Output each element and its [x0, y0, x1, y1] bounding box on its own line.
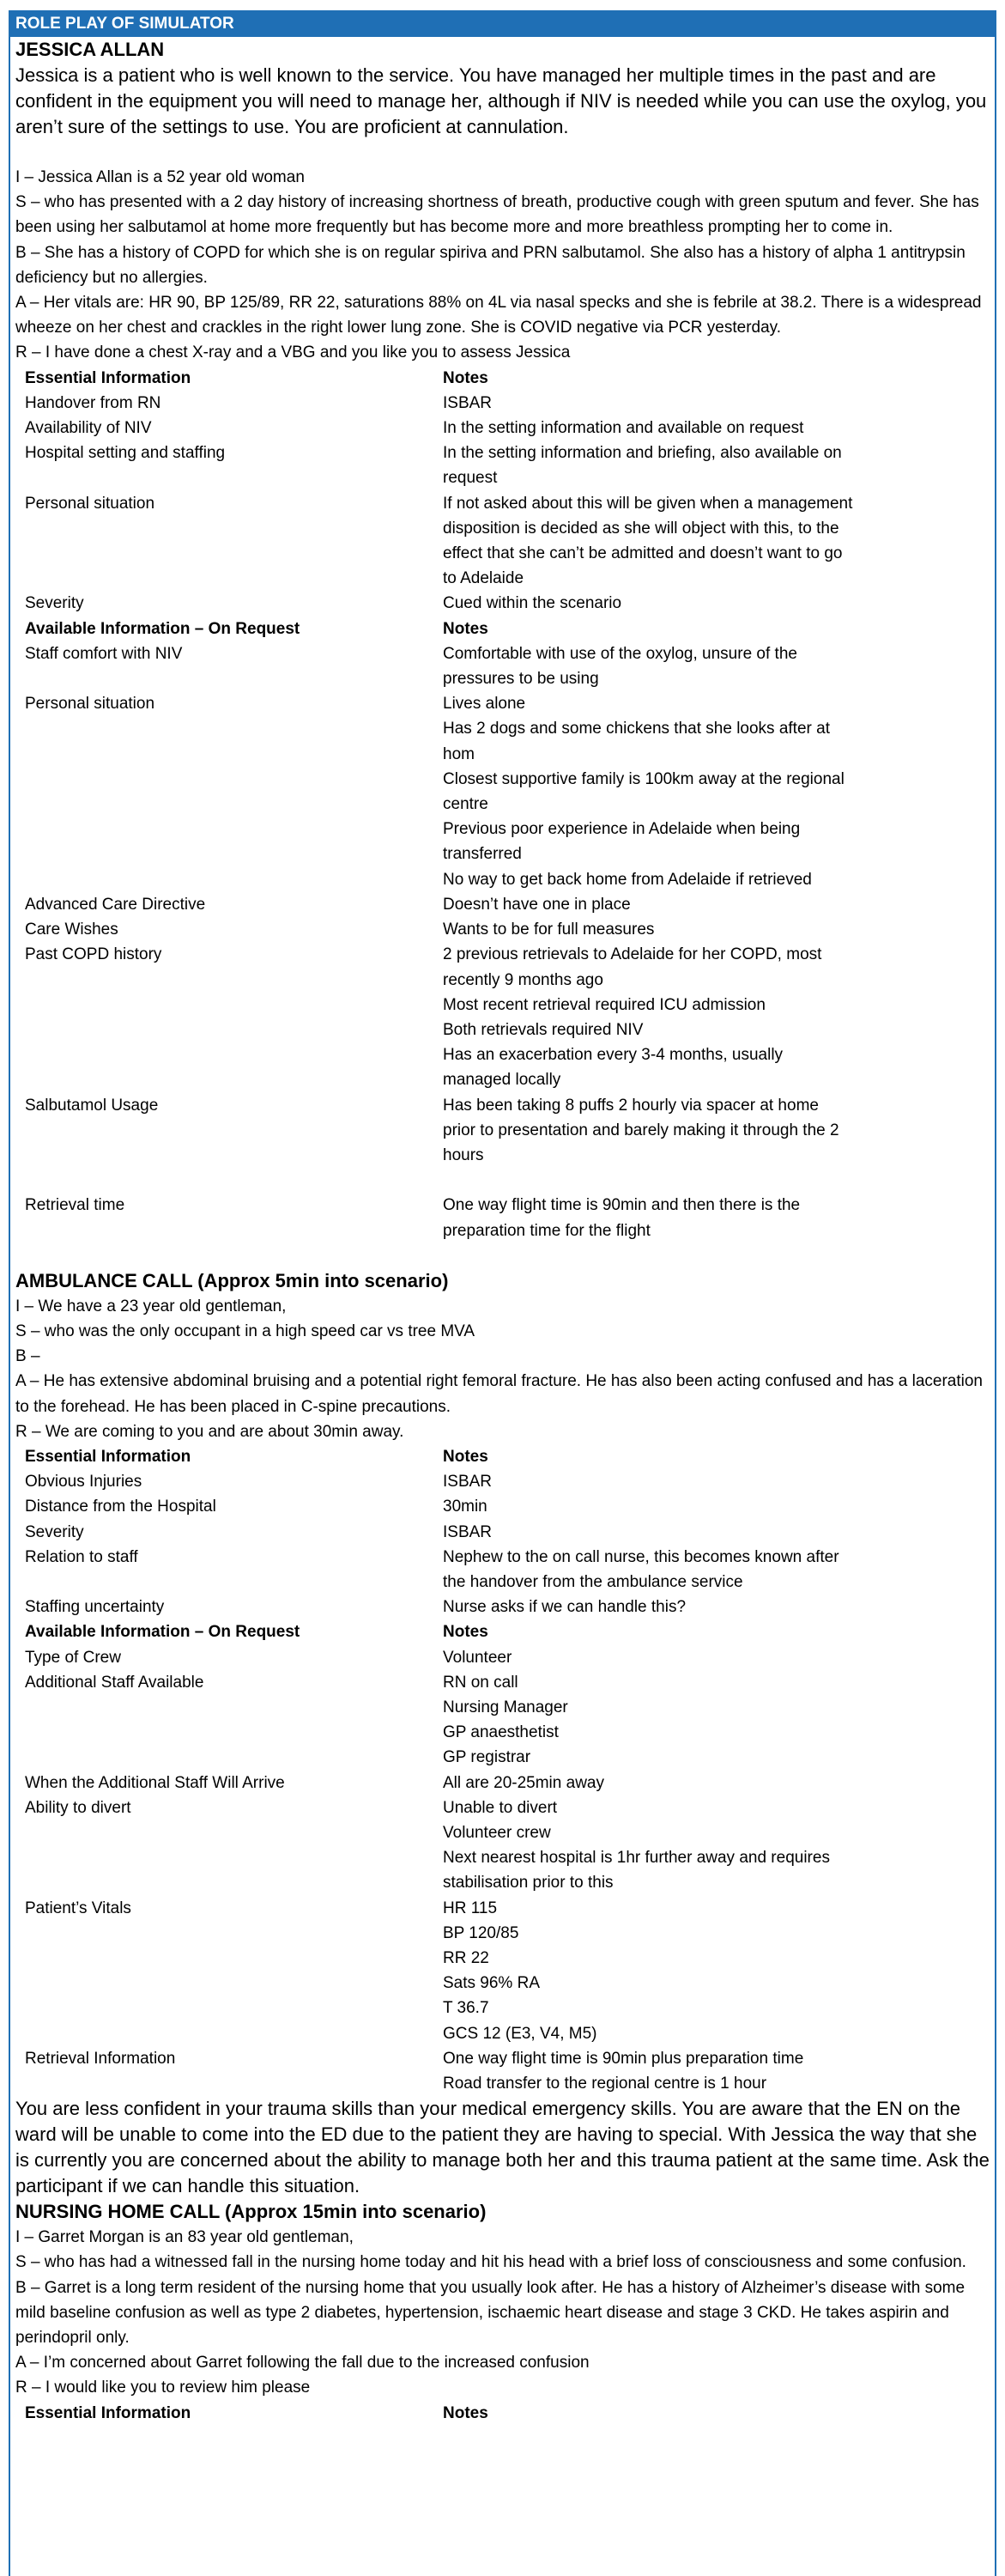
note-line: In the setting information and briefing, also available on request [443, 444, 842, 488]
table-row [25, 1896, 855, 2046]
notes-header [443, 617, 855, 641]
note-line: No way to get back home from Adelaide if retrieved [443, 870, 812, 889]
info-notes [443, 491, 855, 592]
note-line: ISBAR [443, 1522, 493, 1541]
note-line: RR 22 [443, 1949, 489, 1968]
note-line: Volunteer [443, 1648, 512, 1667]
info-label: Patient’s Vitals [25, 1899, 131, 1917]
note-line: GP registrar [443, 1748, 531, 1767]
note-line: Notes [443, 368, 488, 387]
table-row [25, 1193, 855, 1242]
note-line: Sats 96% RA [443, 1974, 540, 1993]
info-label: Retrieval time [25, 1196, 125, 1215]
note-line: 30min [443, 1498, 487, 1516]
notes-header [443, 1444, 855, 1469]
note-line: All are 20-25min away [443, 1773, 604, 1792]
note-line: Nephew to the on call nurse, this becomes known after the handover from the ambulance service [443, 1547, 839, 1591]
blank-line [15, 1243, 990, 1268]
info-label: Staffing uncertainty [25, 1598, 165, 1617]
notes-header [443, 2401, 855, 2426]
table-row [25, 1168, 855, 1193]
note-line: ISBAR [443, 1473, 493, 1492]
note-line: HR 115 [443, 1899, 498, 1917]
note-line: Closest supportive family is 100km away at the regional centre [443, 769, 845, 814]
note-line: Cued within the scenario [443, 594, 622, 613]
jessica-title: JESSICA ALLAN [15, 39, 165, 60]
isbar-line: S – who was the only occupant in a high speed car vs tree MVA [15, 1321, 475, 1340]
note-line: One way flight time is 90min plus preparation time [443, 2049, 804, 2068]
info-notes [443, 1469, 855, 1494]
info-notes [443, 1896, 855, 2046]
note-line: If not asked about this will be given when a management disposition is decided as she will object with this, to the effect that she can’t be admitted and doesn’t want to go to Adelaide [443, 494, 853, 588]
table-row [25, 892, 855, 917]
info-label: Handover from RN [25, 393, 161, 412]
note-line: ISBAR [443, 393, 493, 412]
info-label: Personal situation [25, 695, 155, 714]
info-label: Type of Crew [25, 1648, 121, 1667]
document-content [10, 37, 995, 2426]
table-header-row [25, 1444, 855, 1469]
note-line: Lives alone [443, 695, 526, 714]
table-row [25, 691, 855, 892]
note-line: Wants to be for full measures [443, 920, 655, 939]
table-row [25, 440, 855, 490]
info-label: Retrieval Information [25, 2049, 176, 2068]
info-label: When the Additional Staff Will Arrive [25, 1773, 285, 1792]
note-line: Road transfer to the regional centre is 1 hour [443, 2075, 767, 2093]
document-frame [9, 10, 996, 2576]
info-label: Advanced Care Directive [25, 895, 206, 914]
section-header-label: Essential Information [25, 2403, 191, 2422]
note-line: Notes [443, 1447, 488, 1466]
table-row [25, 591, 855, 616]
table-row [25, 1545, 855, 1595]
isbar-line: R – I would like you to review him please [15, 2379, 311, 2397]
table-row [25, 917, 855, 942]
table-row [25, 1645, 855, 1670]
info-label: Salbutamol Usage [25, 1096, 159, 1115]
note-line: Comfortable with use of the oxylog, unsure of the pressures to be using [443, 644, 797, 689]
isbar-line: I – Jessica Allan is a 52 year old woman [15, 168, 305, 186]
info-notes [443, 1520, 855, 1545]
jessica-info-table [25, 366, 855, 1243]
isbar-line: R – I have done a chest X-ray and a VBG and you like you to assess Jessica [15, 343, 571, 362]
info-notes [443, 1670, 855, 1771]
info-label: Additional Staff Available [25, 1673, 204, 1692]
note-line: GP anaesthetist [443, 1723, 559, 1742]
note-line: Most recent retrieval required ICU admission [443, 995, 766, 1014]
info-label: Past COPD history [25, 945, 162, 964]
table-row [25, 1494, 855, 1519]
isbar-line: R – We are coming to you and are about 30min away. [15, 1422, 404, 1441]
info-notes [443, 1795, 855, 1896]
table-row [25, 2046, 855, 2096]
blank-line [15, 140, 990, 165]
jessica-intro: Jessica is a patient who is well known to the service. You have managed her multiple times in the past and are confident in the equipment you will need to manage her, although if NIV is needed while you can use the oxylog, you aren’t sure of the settings to use. You are proficient at cannulation. [15, 64, 987, 137]
table-row [25, 1469, 855, 1494]
info-label: Staff comfort with NIV [25, 644, 183, 663]
nursing-home-info-table [25, 2401, 855, 2426]
info-label: Care Wishes [25, 920, 118, 939]
note-line: Next nearest hospital is 1hr further away and requires stabilisation prior to this [443, 1849, 830, 1893]
ambulance-info-table [25, 1444, 855, 2096]
section-header-label: Available Information – On Request [25, 619, 300, 638]
note-line: Both retrievals required NIV [443, 1020, 644, 1039]
info-label: Severity [25, 594, 84, 613]
note-line: Has an exacerbation every 3-4 months, usually managed locally [443, 1046, 784, 1090]
info-notes [443, 1494, 855, 1519]
isbar-line: I – Garret Morgan is an 83 year old gentleman, [15, 2228, 354, 2247]
note-line: Notes [443, 619, 488, 638]
section-header-label: Essential Information [25, 368, 191, 387]
info-notes [443, 1771, 855, 1795]
info-notes [443, 1645, 855, 1670]
table-row [25, 416, 855, 440]
ambulance-title: AMBULANCE CALL (Approx 5min into scenario) [15, 1269, 449, 1291]
table-header-row [25, 617, 855, 641]
table-row [25, 641, 855, 691]
table-row [25, 491, 855, 592]
info-notes [443, 917, 855, 942]
info-notes [443, 691, 855, 892]
info-notes [443, 1545, 855, 1595]
nursing-home-title: NURSING HOME CALL (Approx 15min into scenario) [15, 2201, 487, 2223]
isbar-line: S – who has presented with a 2 day history of increasing shortness of breath, productive cough with green sputum and fever. She has been using her salbutamol at home more frequently but has become more and more breathless prompting her to come in. [15, 193, 979, 237]
isbar-line: A – He has extensive abdominal bruising and a potential right femoral fracture. He has also been acting confused and has a laceration to the forehead. He has been placed in C-spine precautions. [15, 1372, 983, 1416]
isbar-line: A – I’m concerned about Garret following the fall due to the increased confusion [15, 2354, 590, 2372]
info-notes [443, 440, 855, 490]
info-label: Relation to staff [25, 1547, 138, 1566]
info-notes [443, 391, 855, 416]
note-line: Nursing Manager [443, 1698, 568, 1716]
info-label: Obvious Injuries [25, 1473, 142, 1492]
isbar-line: B – She has a history of COPD for which she is on regular spiriva and PRN salbutamol. She also has a history of alpha 1 antitrypsin deficiency but no allergies. [15, 243, 966, 287]
info-label [25, 1168, 443, 1193]
note-line: In the setting information and available on request [443, 419, 804, 438]
note-line: T 36.7 [443, 1999, 489, 2018]
info-notes [443, 591, 855, 616]
info-label: Personal situation [25, 494, 155, 513]
note-line: RN on call [443, 1673, 518, 1692]
note-line: Doesn’t have one in place [443, 895, 631, 914]
note-line: GCS 12 (E3, V4, M5) [443, 2024, 597, 2043]
info-notes [443, 1595, 855, 1619]
jessica-isbar [15, 165, 990, 366]
info-label: Distance from the Hospital [25, 1498, 216, 1516]
info-label: Severity [25, 1522, 84, 1541]
isbar-line: S – who has had a witnessed fall in the nursing home today and hit his head with a brief loss of consciousness and some confusion. [15, 2253, 966, 2272]
note-line: 2 previous retrievals to Adelaide for her COPD, most recently 9 months ago [443, 945, 822, 989]
notes-header [443, 1619, 855, 1644]
note-line: Has 2 dogs and some chickens that she looks after at hom [443, 720, 830, 763]
info-notes [443, 1093, 855, 1169]
table-row [25, 942, 855, 1092]
isbar-line: I – We have a 23 year old gentleman, [15, 1297, 287, 1315]
ambulance-isbar [15, 1294, 990, 1444]
table-header-row [25, 366, 855, 391]
info-notes [443, 1193, 855, 1242]
info-notes [443, 942, 855, 1092]
info-notes [443, 641, 855, 691]
info-notes [443, 2046, 855, 2096]
table-row [25, 1595, 855, 1619]
table-row [25, 1520, 855, 1545]
isbar-line: B – [15, 1347, 40, 1366]
ambulance-outro: You are less confident in your trauma skills than your medical emergency skills. You are aware that the EN on the ward will be unable to come into the ED due to the patient they are having to special. With Jessica the way that she is currently you are concerned about the ability to manage both her and this trauma patient at the same time. Ask the participant if we can handle this situation. [15, 2098, 990, 2197]
table-header-row [25, 1619, 855, 1644]
isbar-line: B – Garret is a long term resident of the nursing home that you usually look after. He has a history of Alzheimer’s disease with some mild baseline confusion as well as type 2 diabetes, hypertension, ischaemic heart disease and stage 3 CKD. He takes aspirin and perindopril only. [15, 2278, 966, 2348]
table-row [25, 1093, 855, 1169]
section-header-label: Available Information – On Request [25, 1623, 300, 1642]
note-line: Notes [443, 2403, 488, 2422]
note-line: Volunteer crew [443, 1824, 551, 1842]
isbar-line: A – Her vitals are: HR 90, BP 125/89, RR 22, saturations 88% on 4L via nasal specks and she is febrile at 38.2. There is a widespread wheeze on her chest and crackles in the right lower lung zone. She is COVID negative via PCR yesterday. [15, 294, 982, 337]
nursing-home-isbar [15, 2225, 990, 2400]
note-line: One way flight time is 90min and then there is the preparation time for the flight [443, 1196, 801, 1240]
note-line: Nurse asks if we can handle this? [443, 1598, 687, 1617]
note-line: BP 120/85 [443, 1923, 519, 1942]
info-label: Ability to divert [25, 1798, 131, 1817]
note-line [443, 1168, 855, 1193]
table-row [25, 391, 855, 416]
section-header-label: Essential Information [25, 1447, 191, 1466]
info-label: Availability of NIV [25, 419, 152, 438]
note-line: Unable to divert [443, 1798, 558, 1817]
note-line: Notes [443, 1623, 488, 1642]
header-bar: ROLE PLAY OF SIMULATOR [10, 10, 995, 37]
table-row [25, 1771, 855, 1795]
info-label: Hospital setting and staffing [25, 444, 226, 463]
table-header-row [25, 2401, 855, 2426]
note-line: Has been taking 8 puffs 2 hourly via spacer at home prior to presentation and barely making it through the 2 hours [443, 1096, 839, 1164]
info-notes [443, 416, 855, 440]
info-notes [443, 1168, 855, 1193]
table-row [25, 1670, 855, 1771]
table-row [25, 1795, 855, 1896]
notes-header [443, 366, 855, 391]
info-notes [443, 892, 855, 917]
note-line: Previous poor experience in Adelaide when being transferred [443, 820, 801, 864]
